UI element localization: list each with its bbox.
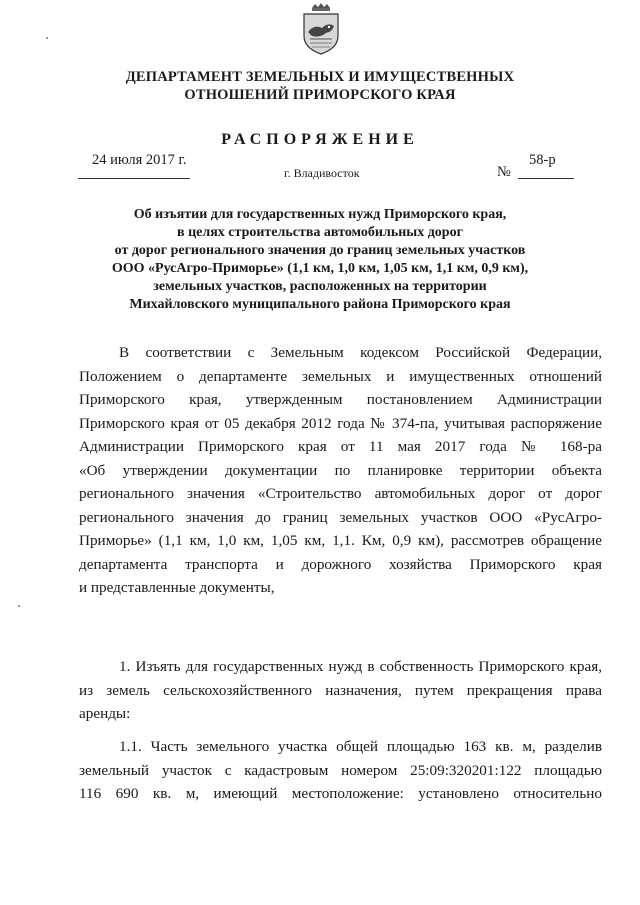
title-line: в целях строительства автомобильных дорог [177, 225, 463, 240]
department-name-line2: ОТНОШЕНИЙ ПРИМОРСКОГО КРАЯ [184, 87, 456, 103]
paragraph-line: департамента транспорта и дорожного хозяйства Приморского края [79, 555, 602, 573]
document-city: г. Владивосток [284, 166, 360, 180]
title-line: Михайловского муниципального района Приморского края [129, 297, 511, 312]
item-1-paragraph [79, 655, 602, 726]
document-date: 24 июля 2017 г. [92, 152, 187, 168]
scan-speck [18, 605, 20, 607]
date-underline [78, 178, 190, 179]
paragraph-line: 1. Изъять для государственных нужд в собственность Приморского края, [119, 658, 602, 675]
scan-speck [46, 37, 48, 39]
paragraph-line: Администрации Приморского края от 11 мая 2017 года № 168-ра [79, 438, 602, 455]
title-line: ООО «РусАгро-Приморье» (1,1 км, 1,0 км, 1,05 км, 1,1 км, 0,9 км), [111, 261, 529, 276]
paragraph-line: земельный участок с кадастровым номером 25:09:320201:122 площадью [79, 761, 602, 779]
number-underline [518, 178, 574, 179]
coat-of-arms-icon [298, 2, 344, 56]
preamble-paragraph [79, 341, 602, 600]
title-line: Об изъятии для государственных нужд Приморского края, [133, 207, 507, 222]
paragraph-line: Приморского края от 05 декабря 2012 года № 374-па, учитывая распоряжение [79, 414, 602, 432]
paragraph-line: и представленные документы, [79, 579, 275, 596]
paragraph-line: «Об утверждении документации по планировке территории объекта [79, 461, 602, 479]
paragraph-line: Приморского края, утвержденным постановлением Администрации [79, 391, 602, 408]
paragraph-line: 1.1. Часть земельного участка общей площадью 163 кв. м, разделив [119, 738, 602, 755]
document-type: РАСПОРЯЖЕНИЕ [221, 131, 419, 148]
paragraph-line: Положением о департаменте земельных и имущественных отношений [79, 367, 602, 385]
paragraph-line: регионального значения до границ земельных участков ООО «РусАгро- [79, 508, 602, 526]
paragraph-line: Приморье» (1,1 км, 1,0 км, 1,05 км, 1,1. Км, 0,9 км), рассмотрев обращение [79, 532, 602, 549]
paragraph-line: 116 690 кв. м, имеющий местоположение: установлено относительно [79, 785, 602, 802]
title-line: от дорог регионального значения до границ земельных участков [114, 243, 526, 258]
paragraph-line: В соответствии с Земельным кодексом Российской Федерации, [119, 344, 602, 361]
number-sign: № [497, 164, 511, 180]
document-title [60, 206, 580, 314]
item-1-1-paragraph [79, 735, 602, 806]
paragraph-line: из земель сельскохозяйственного назначения, путем прекращения права [79, 681, 602, 699]
title-line: земельных участков, расположенных на территории [153, 279, 487, 294]
paragraph-line: регионального значения «Строительство автомобильных дорог от дорог [79, 485, 602, 502]
document-number: 58-р [529, 152, 556, 168]
paragraph-line: аренды: [79, 705, 131, 722]
department-name-line1: ДЕПАРТАМЕНТ ЗЕМЕЛЬНЫХ И ИМУЩЕСТВЕННЫХ [125, 69, 515, 85]
